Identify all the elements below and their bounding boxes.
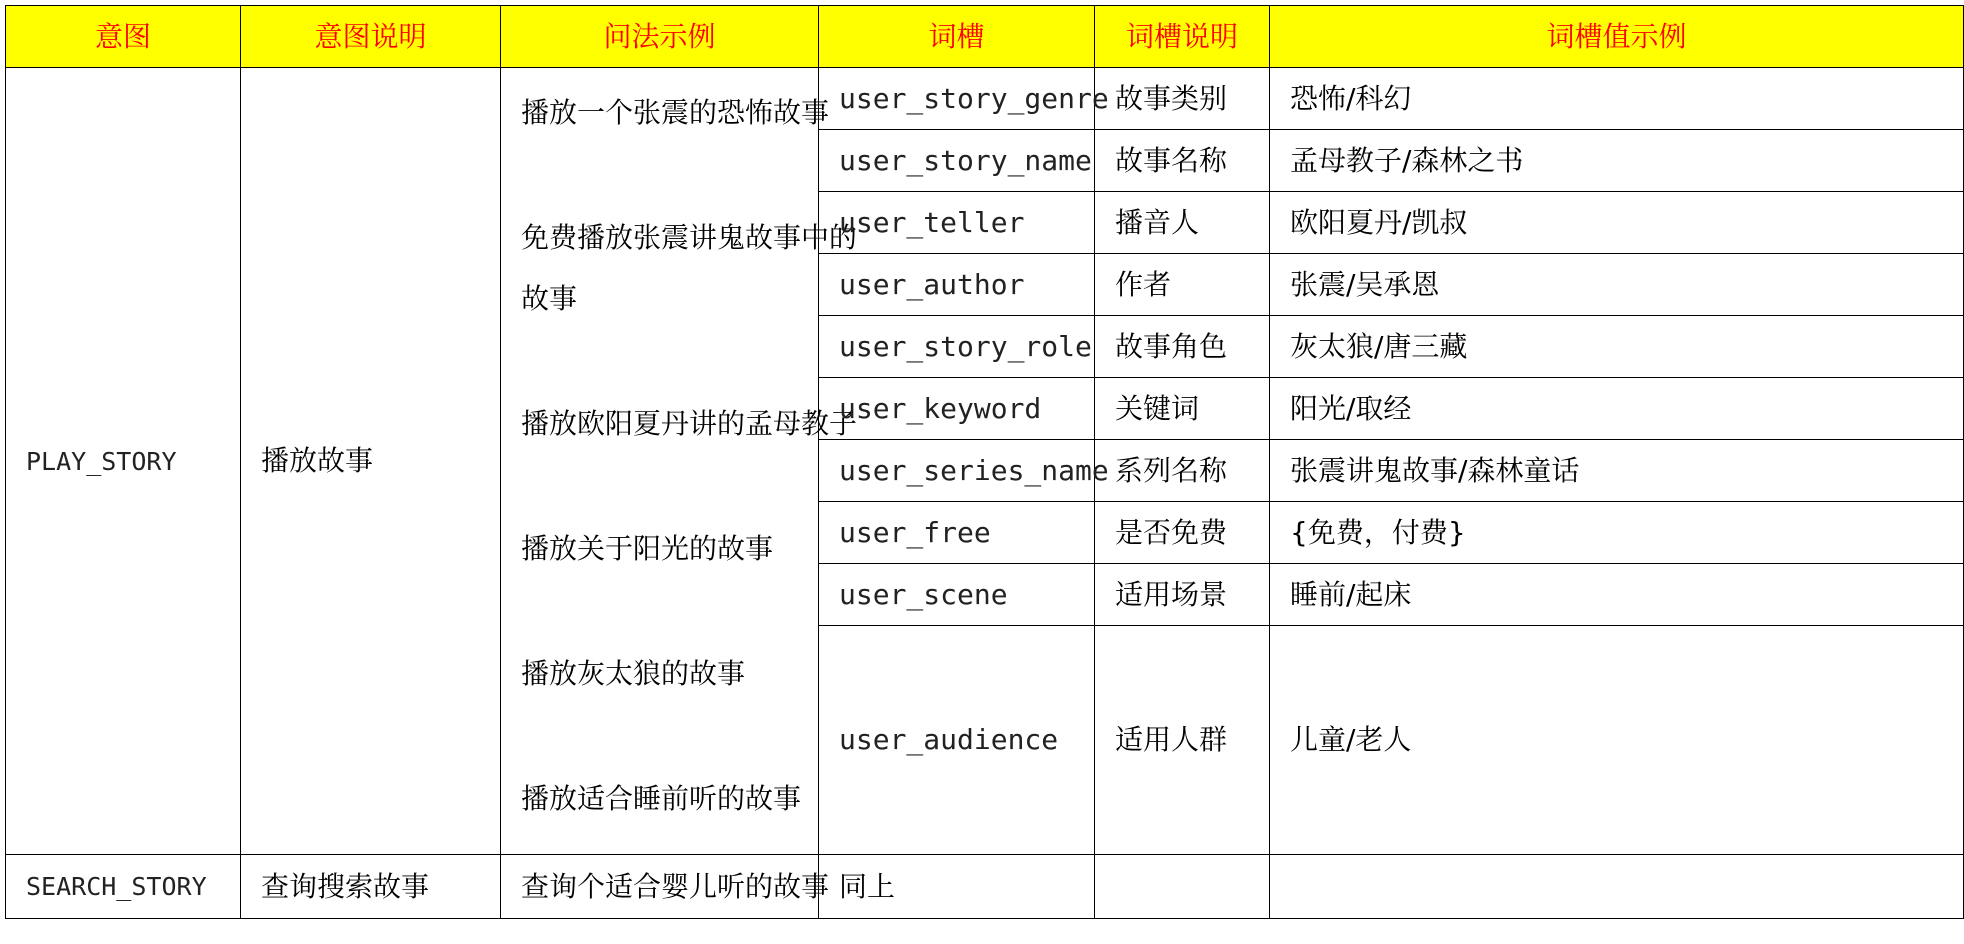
slot-name: user_story_role: [819, 316, 1095, 378]
slot-name: user_teller: [819, 192, 1095, 254]
query-example: 播放灰太狼的故事: [521, 657, 746, 690]
slot-description: 适用场景: [1095, 564, 1270, 626]
slot-value-example: [1270, 855, 1964, 919]
slot-name: user_author: [819, 254, 1095, 316]
slot-name: user_audience: [819, 626, 1095, 855]
slot-name: user_free: [819, 502, 1095, 564]
slot-value-example: {免费，付费}: [1270, 502, 1964, 564]
slot-value-example: 张震/吴承恩: [1270, 254, 1964, 316]
slot-description: 故事角色: [1095, 316, 1270, 378]
slot-name: user_series_name: [819, 440, 1095, 502]
intent-name-cell: SEARCH_STORY: [6, 855, 241, 919]
table-header-row: [6, 6, 1964, 68]
intent-description-cell: 查询搜索故事: [241, 855, 501, 919]
query-example: 免费播放张震讲鬼故事中的故事: [521, 221, 858, 315]
slot-description: 故事名称: [1095, 130, 1270, 192]
query-example: 播放适合睡前听的故事: [521, 782, 802, 815]
query-examples-cell: [501, 68, 858, 855]
slot-name: user_keyword: [819, 378, 1095, 440]
slot-name: user_story_name: [819, 130, 1095, 192]
table-row: [6, 855, 1964, 919]
slot-description: 播音人: [1095, 192, 1270, 254]
slot-name: user_scene: [819, 564, 1095, 626]
slot-value-example: 孟母教子/森林之书: [1270, 130, 1964, 192]
header-slot: 词槽: [819, 6, 1095, 68]
slot-value-example: 儿童/老人: [1270, 626, 1964, 855]
slot-same-as-above: 同上: [819, 855, 1095, 919]
slot-value-example: 恐怖/科幻: [1270, 68, 1964, 130]
slot-description: 故事类别: [1095, 68, 1270, 130]
slot-value-example: 灰太狼/唐三藏: [1270, 316, 1964, 378]
slot-description: 是否免费: [1095, 502, 1270, 564]
header-query-examples: 问法示例: [501, 6, 819, 68]
intent-description-cell: 播放故事: [241, 68, 501, 855]
slot-description: 适用人群: [1095, 626, 1270, 855]
table-row: [6, 68, 1964, 130]
query-example: 查询个适合婴儿听的故事: [501, 855, 819, 919]
header-intent: 意图: [6, 6, 241, 68]
intent-name-cell: PLAY_STORY: [6, 68, 241, 855]
query-example: 播放一个张震的恐怖故事: [521, 96, 830, 129]
slot-value-example: 欧阳夏丹/凯叔: [1270, 192, 1964, 254]
header-slot-description: 词槽说明: [1095, 6, 1270, 68]
slot-description: 系列名称: [1095, 440, 1270, 502]
intent-slot-table: [5, 5, 1964, 919]
slot-description: [1095, 855, 1270, 919]
slot-value-example: 睡前/起床: [1270, 564, 1964, 626]
slot-name: user_story_genre: [819, 68, 1095, 130]
query-example: 播放欧阳夏丹讲的孟母教子: [521, 407, 858, 440]
slot-value-example: 阳光/取经: [1270, 378, 1964, 440]
slot-description: 关键词: [1095, 378, 1270, 440]
header-intent-description: 意图说明: [241, 6, 501, 68]
header-slot-value-examples: 词槽值示例: [1270, 6, 1964, 68]
query-example: 播放关于阳光的故事: [521, 532, 774, 565]
slot-description: 作者: [1095, 254, 1270, 316]
slot-value-example: 张震讲鬼故事/森林童话: [1270, 440, 1964, 502]
